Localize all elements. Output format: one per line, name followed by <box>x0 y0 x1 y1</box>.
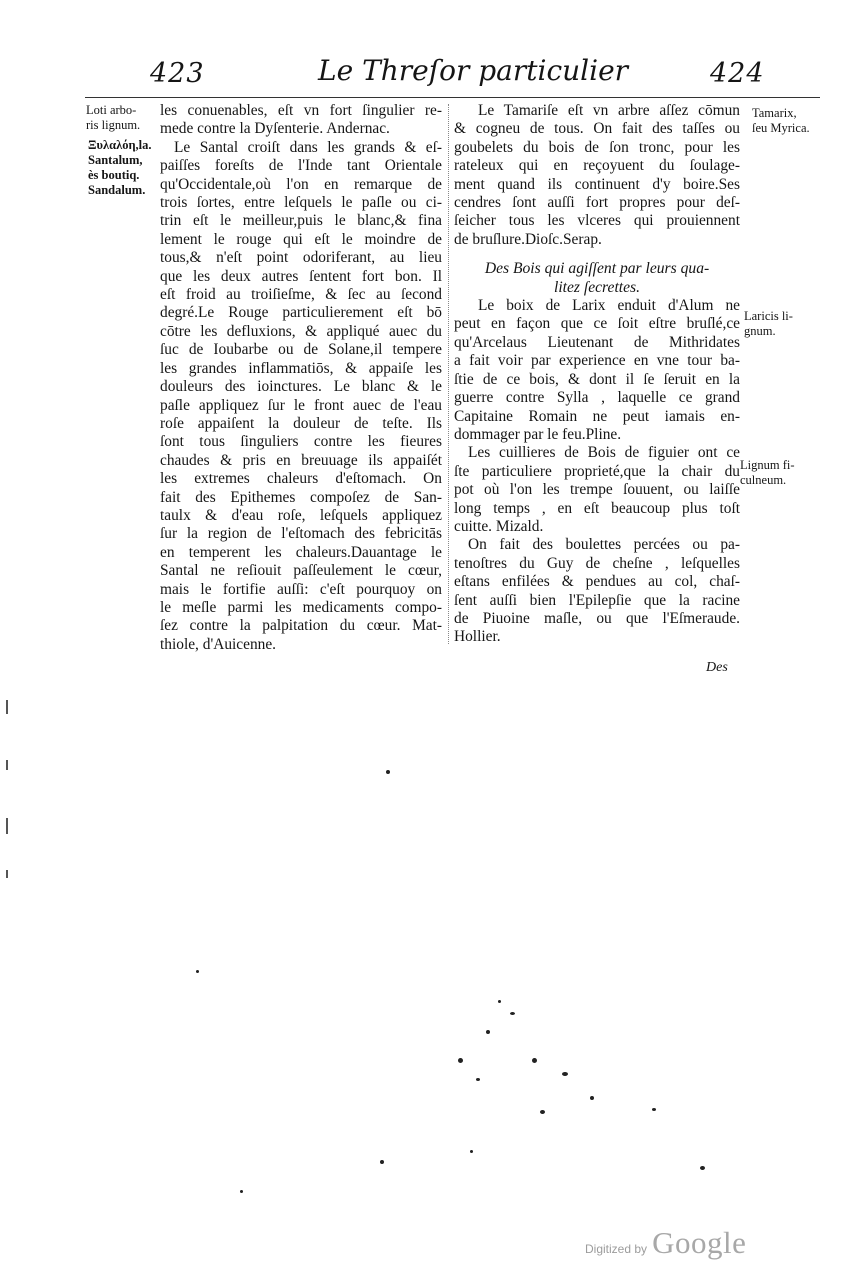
margin-note-line: ris lignum. <box>86 118 141 132</box>
section-heading: litez ſecrettes. <box>553 278 641 296</box>
scan-speck <box>652 1108 656 1111</box>
text-line: qu'Occidentale,où l'on en remarque de <box>160 175 442 193</box>
margin-note-line: Ξυλαλόη,la. <box>88 138 152 152</box>
left-column <box>160 102 442 654</box>
text-line: mais le fortifie auſſi: c'eſt pourquoy on <box>160 580 442 598</box>
margin-note-loti <box>86 103 140 133</box>
text-line: tenoſtres du Guy de cheſne , leſquelles <box>454 554 740 572</box>
text-line: cendres ſont auſſi fort propres pour deſ- <box>454 194 740 212</box>
text-line: Le Santal croiſt dans les grands & eſ- <box>174 138 442 156</box>
page-number-left: 423 <box>150 58 205 89</box>
scan-edge-mark <box>6 700 8 714</box>
text-line: trin eſt le meilleur,puis le blanc,& fina <box>160 212 442 230</box>
text-line: roſe appaiſent la douleur de teſte. Ils <box>160 414 442 432</box>
margin-note-line: Loti arbo- <box>86 103 137 117</box>
margin-note-line: Santalum, <box>88 153 143 167</box>
text-line: & cogneu de tous. On fait des taſſes ou <box>454 120 740 138</box>
text-line: mede contre la Dyſenterie. Andernac. <box>160 120 390 138</box>
text-line: chaudes & pris en breuuage ils appaiſét <box>160 451 442 469</box>
scan-speck <box>700 1166 705 1170</box>
text-line: lement le rouge qui eſt le moindre de <box>160 230 442 248</box>
scan-speck <box>458 1058 463 1063</box>
margin-note-line: ès boutiq. <box>88 168 140 182</box>
margin-note-line: Tamarix, <box>752 106 797 120</box>
margin-note-tamarix <box>752 106 810 136</box>
text-line: Hollier. <box>454 628 501 646</box>
scan-speck <box>486 1030 490 1034</box>
text-line: ment quand ils continuent d'y boire.Ses <box>454 175 740 193</box>
spacer <box>454 249 740 260</box>
text-line: ſent auſſi bien l'Epilepſie que la racine <box>454 591 740 609</box>
text-line: tous,& n'eſt point odoriferant, au lieu <box>160 249 442 267</box>
margin-note-laricis <box>744 309 793 339</box>
text-line: que les deux autres ſentent fort bon. Il <box>160 267 442 285</box>
scan-speck <box>590 1096 594 1100</box>
text-line: a fait voir par experience en vne tour ba- <box>454 352 740 370</box>
text-line: goubelets du bois de ſon tronc, pour les <box>454 138 740 156</box>
header-rule <box>85 97 820 98</box>
text-line: paſle appliquez ſur le front auec de l'eau <box>160 396 442 414</box>
scan-edge-mark <box>6 760 8 770</box>
text-line: pot où l'on les trempe ſouuent, ou laiſſe <box>454 481 740 499</box>
text-line: Capitaine Romain ne peut iamais en- <box>454 407 740 425</box>
text-line: trois ſortes, entre leſquels le paſle ou ci- <box>160 194 442 212</box>
margin-note-line: ſeu Myrica. <box>752 121 810 135</box>
scan-speck <box>196 970 199 973</box>
google-logo: Google <box>652 1225 747 1260</box>
page-number-right: 424 <box>710 58 765 89</box>
text-line: Le boix de Larix enduit d'Alum ne <box>478 297 740 315</box>
text-line: de bruſlure.Dioſc.Serap. <box>454 230 602 248</box>
text-line: thiole, d'Auicenne. <box>160 635 277 653</box>
scan-speck <box>386 770 390 774</box>
margin-note-line: gnum. <box>744 324 776 338</box>
scan-speck <box>532 1058 537 1063</box>
text-line: en temperent les chaleurs.Dauantage le <box>160 543 442 561</box>
scan-speck <box>540 1110 545 1114</box>
right-column <box>454 102 740 647</box>
margin-note-line: culneum. <box>740 473 787 487</box>
scan-speck <box>498 1000 501 1003</box>
text-line: rateleux qui en reçoyuent du ſoulage- <box>454 157 740 175</box>
margin-note-line: Lignum fi- <box>740 458 795 472</box>
running-title: Le Threſor particulier <box>318 54 629 87</box>
scan-edge-mark <box>6 870 8 878</box>
text-line: ſte particuliere proprieté,que la chair du <box>454 462 740 480</box>
text-line: eſt froid au troiſieſme, & ſec au ſecond <box>160 286 442 304</box>
text-line: ſtie de ce bois, & dont il ſe ſeruit en la <box>454 370 740 388</box>
text-line: les grandes inflammatiōs, & appaiſe les <box>160 359 442 377</box>
text-line: guerre contre Sylla , laquelle ce grand <box>454 389 740 407</box>
text-line: peut en façon que ce ſoit eſtre bruſlé,ce <box>454 315 740 333</box>
catchword: Des <box>706 660 728 675</box>
margin-note-santalum <box>88 138 152 198</box>
text-line: dommager par le feu.Pline. <box>454 425 622 443</box>
margin-note-line: Sandalum. <box>88 183 146 197</box>
text-line: paiſſes foreſts de l'Inde tant Orientale <box>160 157 442 175</box>
text-line: ſuc de Ioubarbe ou de Solane,il tempere <box>160 341 442 359</box>
text-line: long temps , en eſt beaucoup plus toſt <box>454 499 740 517</box>
text-line: douleurs des ioinctures. Le blanc & le <box>160 378 442 396</box>
text-line: fait des Epithemes compoſez de San- <box>160 488 442 506</box>
section-heading: Des Bois qui agiſſent par leurs qua- <box>484 260 710 278</box>
text-line: ſur la region de l'eſtomach des febricitās <box>160 525 442 543</box>
text-line: On fait des boulettes percées ou pa- <box>468 536 740 554</box>
margin-note-line: Laricis li- <box>744 309 793 323</box>
text-line: le meſle parmi les medicaments compo- <box>160 598 442 616</box>
scan-speck <box>476 1078 480 1081</box>
text-line: Le Tamariſe eſt vn arbre aſſez cōmun <box>478 102 740 119</box>
scan-speck <box>562 1072 568 1076</box>
text-line: qu'Arcelaus Lieutenant de Mithridates <box>454 333 740 351</box>
watermark-prefix: Digitized by <box>585 1242 648 1256</box>
text-line: eſtans enfilées & pendues au col, chaſ- <box>454 573 740 591</box>
scan-edge-mark <box>6 818 8 834</box>
scan-speck <box>510 1012 515 1015</box>
scan-speck <box>470 1150 473 1153</box>
column-divider <box>448 104 449 644</box>
text-line: les conuenables, eſt vn fort ſingulier re- <box>160 102 442 119</box>
scan-speck <box>380 1160 384 1164</box>
scan-speck <box>240 1190 243 1193</box>
text-line: ſeicher tous les vlceres qui prouiennent <box>454 212 740 230</box>
text-line: les extremes chaleurs d'eſtomach. On <box>160 470 442 488</box>
google-watermark <box>585 1225 746 1261</box>
margin-note-lignum-ficulneum <box>740 458 795 488</box>
text-line: Les cuillieres de Bois de figuier ont ce <box>468 444 740 462</box>
text-line: ſont tous ſinguliers contre les fieures <box>160 433 442 451</box>
text-line: ſez contre la palpitation du cœur. Mat- <box>160 617 442 635</box>
text-line: cōtre les defluxions, & appliqué auec du <box>160 322 442 340</box>
text-line: cuitte. Mizald. <box>454 517 544 535</box>
text-line: degré.Le Rouge particulierement eſt bō <box>160 304 442 322</box>
text-line: de Piuoine maſle, ou que l'Eſmeraude. <box>454 609 740 627</box>
text-line: taulx & d'eau roſe, leſquels appliquez <box>160 506 442 524</box>
text-line: Santal ne reſiouit paſſeulement le cœur, <box>160 562 442 580</box>
